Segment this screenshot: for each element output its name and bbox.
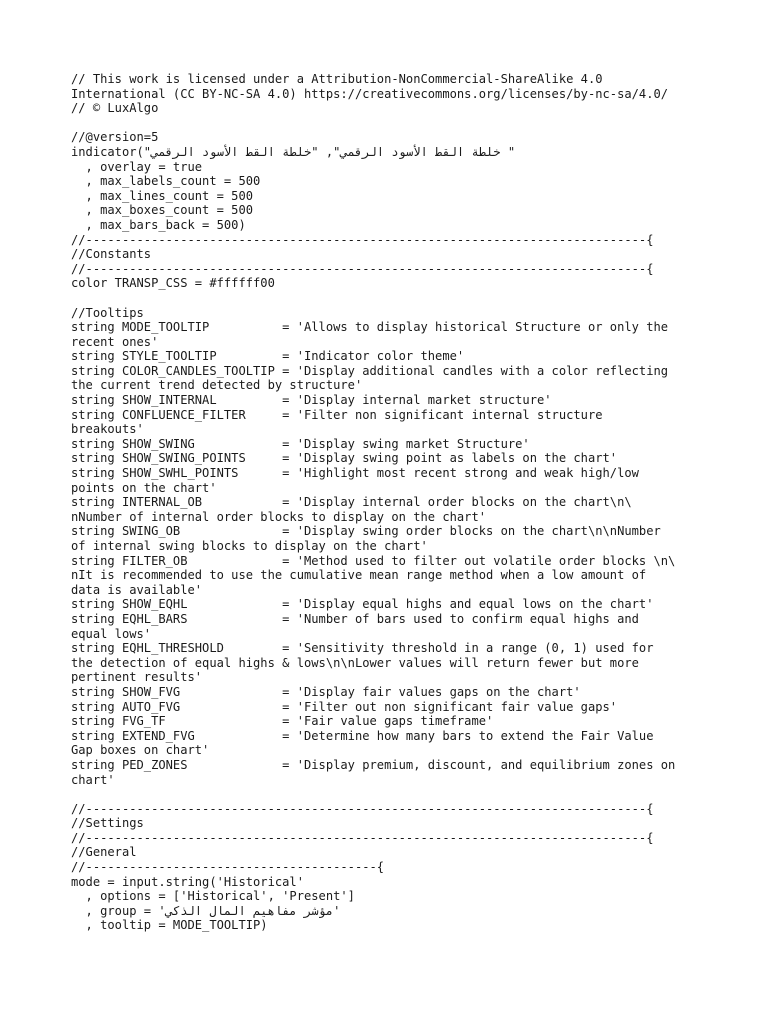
code-line: points on the chart' xyxy=(71,480,217,495)
code-line: //Tooltips xyxy=(71,305,144,320)
code-line: string FILTER_OB = 'Method used to filter out volatile order blocks \n\ xyxy=(71,553,676,568)
code-document xyxy=(71,72,701,933)
code-line: , overlay = true xyxy=(71,159,203,174)
code-line: string EQHL_THRESHOLD = 'Sensitivity threshold in a range (0, 1) used for xyxy=(71,641,654,656)
code-line: , max_lines_count = 500 xyxy=(71,188,254,203)
code-line: //@version=5 xyxy=(71,130,159,145)
code-line: color TRANSP_CSS = #ffffff00 xyxy=(71,276,275,291)
code-line: string EQHL_BARS = 'Number of bars used to confirm equal highs and xyxy=(71,611,639,626)
code-line: string PED_ZONES = 'Display premium, discount, and equilibrium zones on xyxy=(71,757,676,772)
code-line: , tooltip = MODE_TOOLTIP) xyxy=(71,918,268,933)
code-line: //General xyxy=(71,845,137,860)
code-line: string SHOW_SWHL_POINTS = 'Highlight most recent strong and weak high/low xyxy=(71,466,639,481)
code-line: breakouts' xyxy=(71,422,144,437)
code-line: indicator("خلطة القط الأسود الرقمي", "خلطة القط الأسود الرقمي " xyxy=(71,144,516,159)
code-line: , options = ['Historical', 'Present'] xyxy=(71,889,355,904)
code-line: //-----------------------------------------------------------------------------{ xyxy=(71,801,654,816)
code-line: mode = input.string('Historical' xyxy=(71,874,304,889)
code-line: , group = 'مؤشر مفاهيم المال الذكي' xyxy=(71,903,341,918)
code-line: recent ones' xyxy=(71,334,159,349)
code-line: string SHOW_SWING_POINTS = 'Display swing point as labels on the chart' xyxy=(71,451,618,466)
code-line: string SHOW_EQHL = 'Display equal highs and equal lows on the chart' xyxy=(71,597,654,612)
code-line: pertinent results' xyxy=(71,670,203,685)
code-line: string MODE_TOOLTIP = 'Allows to display historical Structure or only the xyxy=(71,320,669,335)
code-line: string COLOR_CANDLES_TOOLTIP = 'Display additional candles with a color reflecting xyxy=(71,363,669,378)
blank-line xyxy=(71,116,701,131)
code-line: nNumber of internal order blocks to display on the chart' xyxy=(71,509,487,524)
code-line: data is available' xyxy=(71,582,203,597)
code-line: string CONFLUENCE_FILTER = 'Filter non significant internal structure xyxy=(71,407,603,422)
code-line: string SHOW_SWING = 'Display swing market Structure' xyxy=(71,436,530,451)
code-line: //Settings xyxy=(71,816,144,831)
blank-line xyxy=(71,291,701,306)
code-line: //-----------------------------------------------------------------------------{ xyxy=(71,261,654,276)
code-line: string SHOW_INTERNAL = 'Display internal market structure' xyxy=(71,393,552,408)
code-line: string EXTEND_FVG = 'Determine how many bars to extend the Fair Value xyxy=(71,728,654,743)
code-line: string SHOW_FVG = 'Display fair values gaps on the chart' xyxy=(71,684,581,699)
code-line: , max_labels_count = 500 xyxy=(71,174,261,189)
code-line: International (CC BY-NC-SA 4.0) https://creativecommons.org/licenses/by-nc-sa/4.0/ xyxy=(71,86,669,101)
code-line: string SWING_OB = 'Display swing order blocks on the chart\n\nNumber xyxy=(71,524,661,539)
code-line: //----------------------------------------{ xyxy=(71,860,385,875)
code-line: chart' xyxy=(71,772,115,787)
code-line: // © LuxAlgo xyxy=(71,101,159,116)
code-line: // This work is licensed under a Attribution-NonCommercial-ShareAlike 4.0 xyxy=(71,72,603,86)
code-line: //-----------------------------------------------------------------------------{ xyxy=(71,232,654,247)
code-line: string AUTO_FVG = 'Filter out non significant fair value gaps' xyxy=(71,699,618,714)
code-line: string STYLE_TOOLTIP = 'Indicator color theme' xyxy=(71,349,465,364)
code-line: the current trend detected by structure' xyxy=(71,378,363,393)
code-line: //-----------------------------------------------------------------------------{ xyxy=(71,830,654,845)
code-line: of internal swing blocks to display on the chart' xyxy=(71,539,428,553)
code-line: Gap boxes on chart' xyxy=(71,743,210,758)
code-line: the detection of equal highs & lows\n\nLower values will return fewer but more xyxy=(71,655,639,670)
code-line: , max_boxes_count = 500 xyxy=(71,203,254,218)
code-line: //Constants xyxy=(71,247,152,262)
blank-line xyxy=(71,787,701,802)
code-line: string FVG_TF = 'Fair value gaps timeframe' xyxy=(71,714,494,729)
code-line: , max_bars_back = 500) xyxy=(71,217,246,232)
code-line: string INTERNAL_OB = 'Display internal order blocks on the chart\n\ xyxy=(71,495,632,510)
code-line: equal lows' xyxy=(71,626,152,641)
code-line: nIt is recommended to use the cumulative mean range method when a low amount of xyxy=(71,568,647,583)
